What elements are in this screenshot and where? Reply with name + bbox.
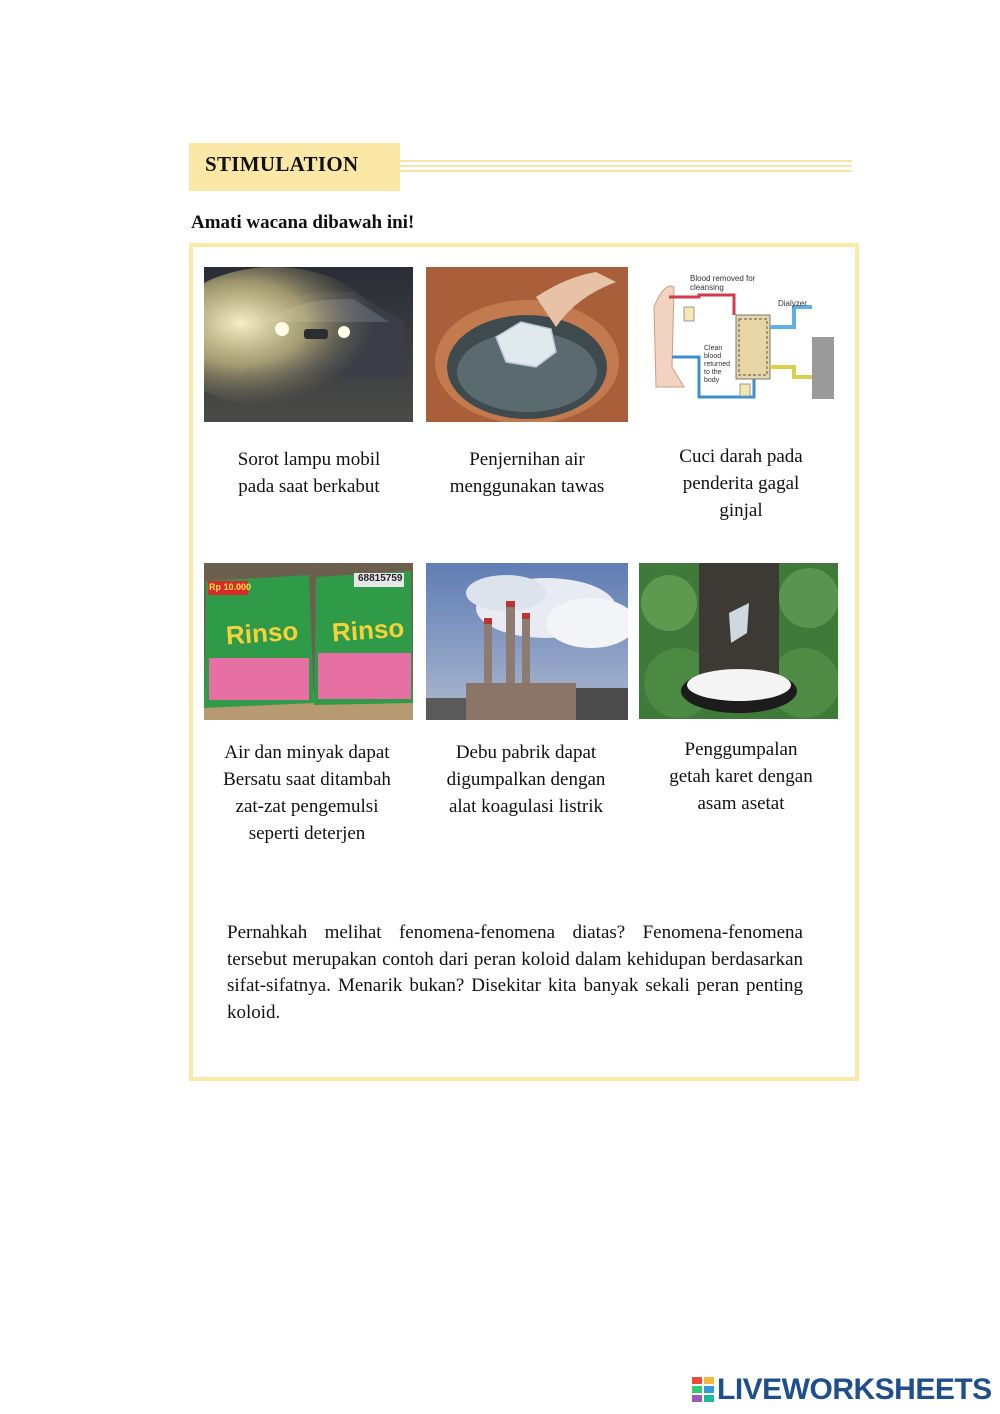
rubber-tapping-image bbox=[639, 563, 838, 719]
pack-brand-left: Rinso bbox=[225, 615, 300, 651]
caption-emulsifier: Air dan minyak dapat Bersatu saat ditambah zat-zat pengemulsi seperti deterjen bbox=[223, 742, 391, 844]
detergent-packs-image bbox=[204, 563, 413, 720]
diagram-label-returned: Clean blood returned to the body bbox=[704, 345, 731, 384]
pack-brand-right: Rinso bbox=[331, 612, 406, 648]
section-title: STIMULATION bbox=[205, 152, 359, 176]
caption-car-headlights: Sorot lampu mobil pada saat berkabut bbox=[237, 449, 381, 497]
caption-alum-water: Penjernihan air menggunakan tawas bbox=[449, 449, 605, 497]
factory-smokestacks-image bbox=[426, 563, 628, 720]
diagram-label-dialyzer: Dialyzer bbox=[778, 299, 807, 308]
instruction-text: Amati wacana dibawah ini! bbox=[191, 212, 415, 233]
caption-rubber-coagulation: Penggumpalan getah karet dengan asam asetat bbox=[669, 739, 813, 814]
caption-dialysis: Cuci darah pada penderita gagal ginjal bbox=[679, 446, 803, 521]
liveworksheets-logo[interactable] bbox=[692, 1375, 992, 1405]
liveworksheets-logo-text: LIVEWORKSHEETS bbox=[717, 1373, 992, 1406]
pack-price-label: Rp 10.000 bbox=[209, 582, 252, 592]
alum-water-jar-image bbox=[426, 267, 628, 422]
body-paragraph: Pernahkah melihat fenomena-fenomena diatas? Fenomena-fenomena tersebut merupakan contoh dari peran koloid dalam kehidupan berdasarkan sifat-sifatnya. Menarik bukan? Disekitar kita banyak sekali peran penting koloid. bbox=[227, 922, 803, 1023]
diagram-label-removed: Blood removed for cleansing bbox=[690, 274, 756, 292]
liveworksheets-logo-icon bbox=[692, 1377, 714, 1403]
dialysis-diagram-image bbox=[644, 267, 840, 409]
header-rule bbox=[400, 160, 852, 177]
caption-factory-dust: Debu pabrik dapat digumpalkan dengan alat koagulasi listrik bbox=[446, 742, 606, 817]
car-headlights-fog-image bbox=[204, 267, 413, 422]
pack-code-label: 68815759 bbox=[358, 573, 403, 584]
